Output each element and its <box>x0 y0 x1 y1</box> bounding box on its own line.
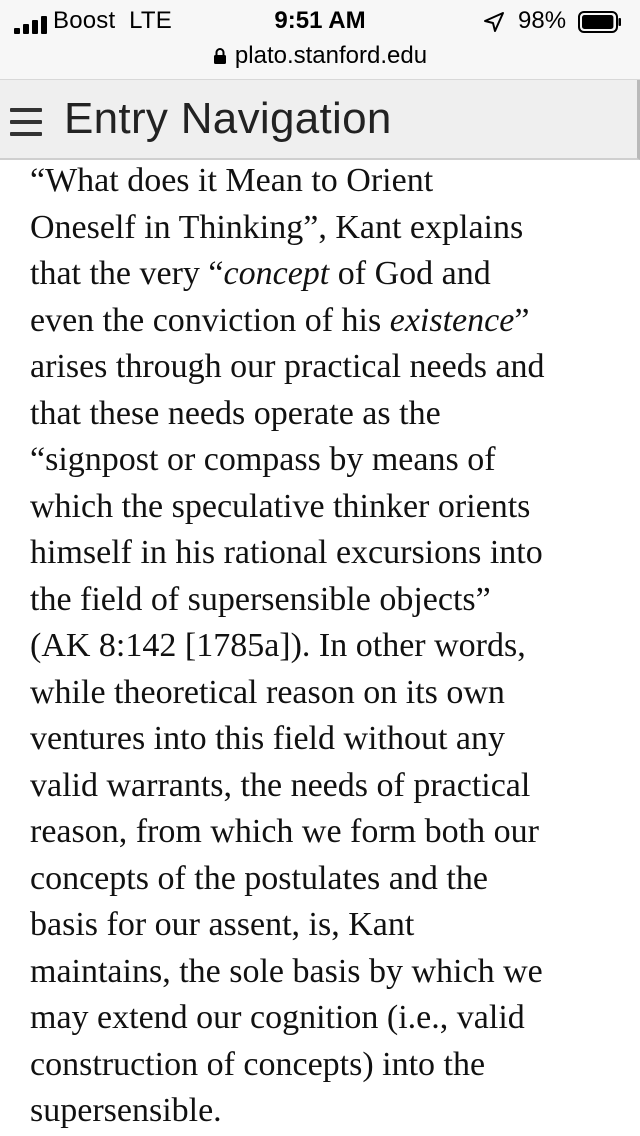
text-segment: “What does it Mean to Orient <box>30 162 434 199</box>
url-text: plato.stanford.edu <box>234 42 428 69</box>
address-bar[interactable] <box>0 42 640 72</box>
article-body <box>30 158 625 1135</box>
article-line <box>30 484 625 531</box>
text-segment: (AK 8:142 [1785a]). In other words, <box>30 627 526 664</box>
text-segment: while theoretical reason on its own <box>30 673 505 711</box>
text-segment: ” <box>514 301 530 339</box>
text-segment: even the conviction of his <box>30 301 390 339</box>
text-segment: himself in his rational excursions into <box>30 534 543 571</box>
article-line <box>30 995 625 1042</box>
entry-navigation-title[interactable]: Entry Navigation <box>64 94 392 143</box>
text-segment: may extend our cognition (i.e., valid <box>30 999 525 1036</box>
text-segment: “signpost or compass by means of <box>30 441 496 478</box>
article-line <box>30 716 625 763</box>
text-segment: construction of concepts) into the <box>30 1045 486 1083</box>
text-segment: valid warrants, the needs of practical <box>30 766 531 804</box>
text-segment: concepts of the postulates and the <box>30 859 488 897</box>
article-line <box>30 344 625 391</box>
clock: 9:51 AM <box>274 7 366 34</box>
battery-percent: 98% <box>518 7 567 34</box>
carrier-label: Boost LTE <box>53 7 172 34</box>
location-arrow-icon <box>482 10 506 34</box>
text-segment: that the very “ <box>30 255 224 292</box>
article-line <box>30 949 625 996</box>
text-segment: maintains, the sole basis by which we <box>30 952 543 990</box>
article-line <box>30 1042 625 1089</box>
article-line <box>30 158 625 205</box>
text-segment: the field of supersensible objects” <box>30 580 491 618</box>
emphasized-term: existence <box>389 301 515 339</box>
text-segment: arises through our practical needs and <box>30 348 545 385</box>
article-line <box>30 577 625 624</box>
article-line <box>30 298 625 345</box>
article-line <box>30 530 625 577</box>
emphasized-term: concept <box>223 255 330 292</box>
article-line <box>30 809 625 856</box>
article-line <box>30 902 625 949</box>
article-line <box>30 670 625 717</box>
battery-icon <box>578 11 622 33</box>
hamburger-menu-icon[interactable] <box>10 108 42 136</box>
article-line <box>30 205 625 252</box>
text-segment: that these needs operate as the <box>30 394 441 432</box>
article-line <box>30 623 625 670</box>
text-segment: of God and <box>329 255 491 292</box>
status-bar <box>0 0 640 80</box>
text-segment: basis for our assent, is, Kant <box>30 906 415 943</box>
article-line <box>30 251 625 298</box>
text-segment: Oneself in Thinking”, Kant explains <box>30 208 524 246</box>
article-line <box>30 437 625 484</box>
text-segment: reason, from which we form both our <box>30 813 539 850</box>
text-segment: which the speculative thinker orients <box>30 487 531 525</box>
article-line <box>30 763 625 810</box>
article-line <box>30 856 625 903</box>
text-segment: ventures into this field without any <box>30 720 505 757</box>
lock-icon <box>213 47 227 65</box>
status-row <box>0 8 640 36</box>
article-line <box>30 1088 625 1135</box>
article-line <box>30 391 625 438</box>
entry-navigation-bar[interactable] <box>0 80 640 160</box>
text-segment: supersensible. <box>30 1092 222 1129</box>
